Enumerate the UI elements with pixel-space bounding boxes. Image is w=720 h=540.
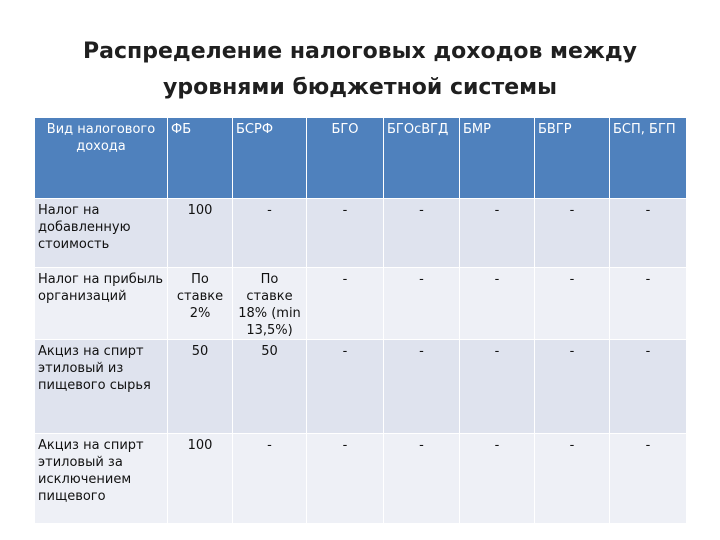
table-row xyxy=(35,340,687,434)
table-cell: 100 xyxy=(168,434,233,524)
table-cell: - xyxy=(460,268,535,340)
table-cell: - xyxy=(460,434,535,524)
table-cell: - xyxy=(307,199,384,268)
table-cell: По ставке 2% xyxy=(168,268,233,340)
table-cell: - xyxy=(535,434,610,524)
title-line-1: Распределение налоговых доходов между xyxy=(83,39,637,64)
table-cell: - xyxy=(307,340,384,434)
table-row xyxy=(35,199,687,268)
column-header: БВГР xyxy=(535,118,610,199)
table-cell: - xyxy=(307,434,384,524)
column-header: ФБ xyxy=(168,118,233,199)
page-title xyxy=(0,34,720,106)
table-cell: - xyxy=(233,434,307,524)
table-cell: - xyxy=(384,268,460,340)
column-header: БСРФ xyxy=(233,118,307,199)
table-cell: - xyxy=(384,434,460,524)
column-header: Вид налогового дохода xyxy=(35,118,168,199)
table-cell: - xyxy=(460,340,535,434)
table-cell: 100 xyxy=(168,199,233,268)
column-header: БСП, БГП xyxy=(610,118,687,199)
table-cell: 50 xyxy=(233,340,307,434)
column-header: БГО xyxy=(307,118,384,199)
table-cell: - xyxy=(384,340,460,434)
column-header: БМР xyxy=(460,118,535,199)
table-cell: - xyxy=(610,199,687,268)
table-cell: 50 xyxy=(168,340,233,434)
table-cell: - xyxy=(610,268,687,340)
table-cell: - xyxy=(535,199,610,268)
table-row xyxy=(35,268,687,340)
table-cell: - xyxy=(233,199,307,268)
table-cell: - xyxy=(307,268,384,340)
table-cell: - xyxy=(384,199,460,268)
table-cell: Налог на добавленную стоимость xyxy=(35,199,168,268)
table-cell: - xyxy=(535,268,610,340)
table-cell: - xyxy=(610,340,687,434)
table-row xyxy=(35,434,687,524)
table-cell: Налог на прибыль организаций xyxy=(35,268,168,340)
table-header-row xyxy=(35,118,687,199)
title-line-2: уровнями бюджетной системы xyxy=(162,75,558,100)
column-header: БГОсВГД xyxy=(384,118,460,199)
tax-distribution-table xyxy=(34,117,687,524)
table-cell: - xyxy=(535,340,610,434)
table-cell: По ставке 18% (min 13,5%) xyxy=(233,268,307,340)
table-cell: - xyxy=(610,434,687,524)
table-cell: Акциз на спирт этиловый за исключением пищевого xyxy=(35,434,168,524)
table-cell: Акциз на спирт этиловый из пищевого сырья xyxy=(35,340,168,434)
table-cell: - xyxy=(460,199,535,268)
